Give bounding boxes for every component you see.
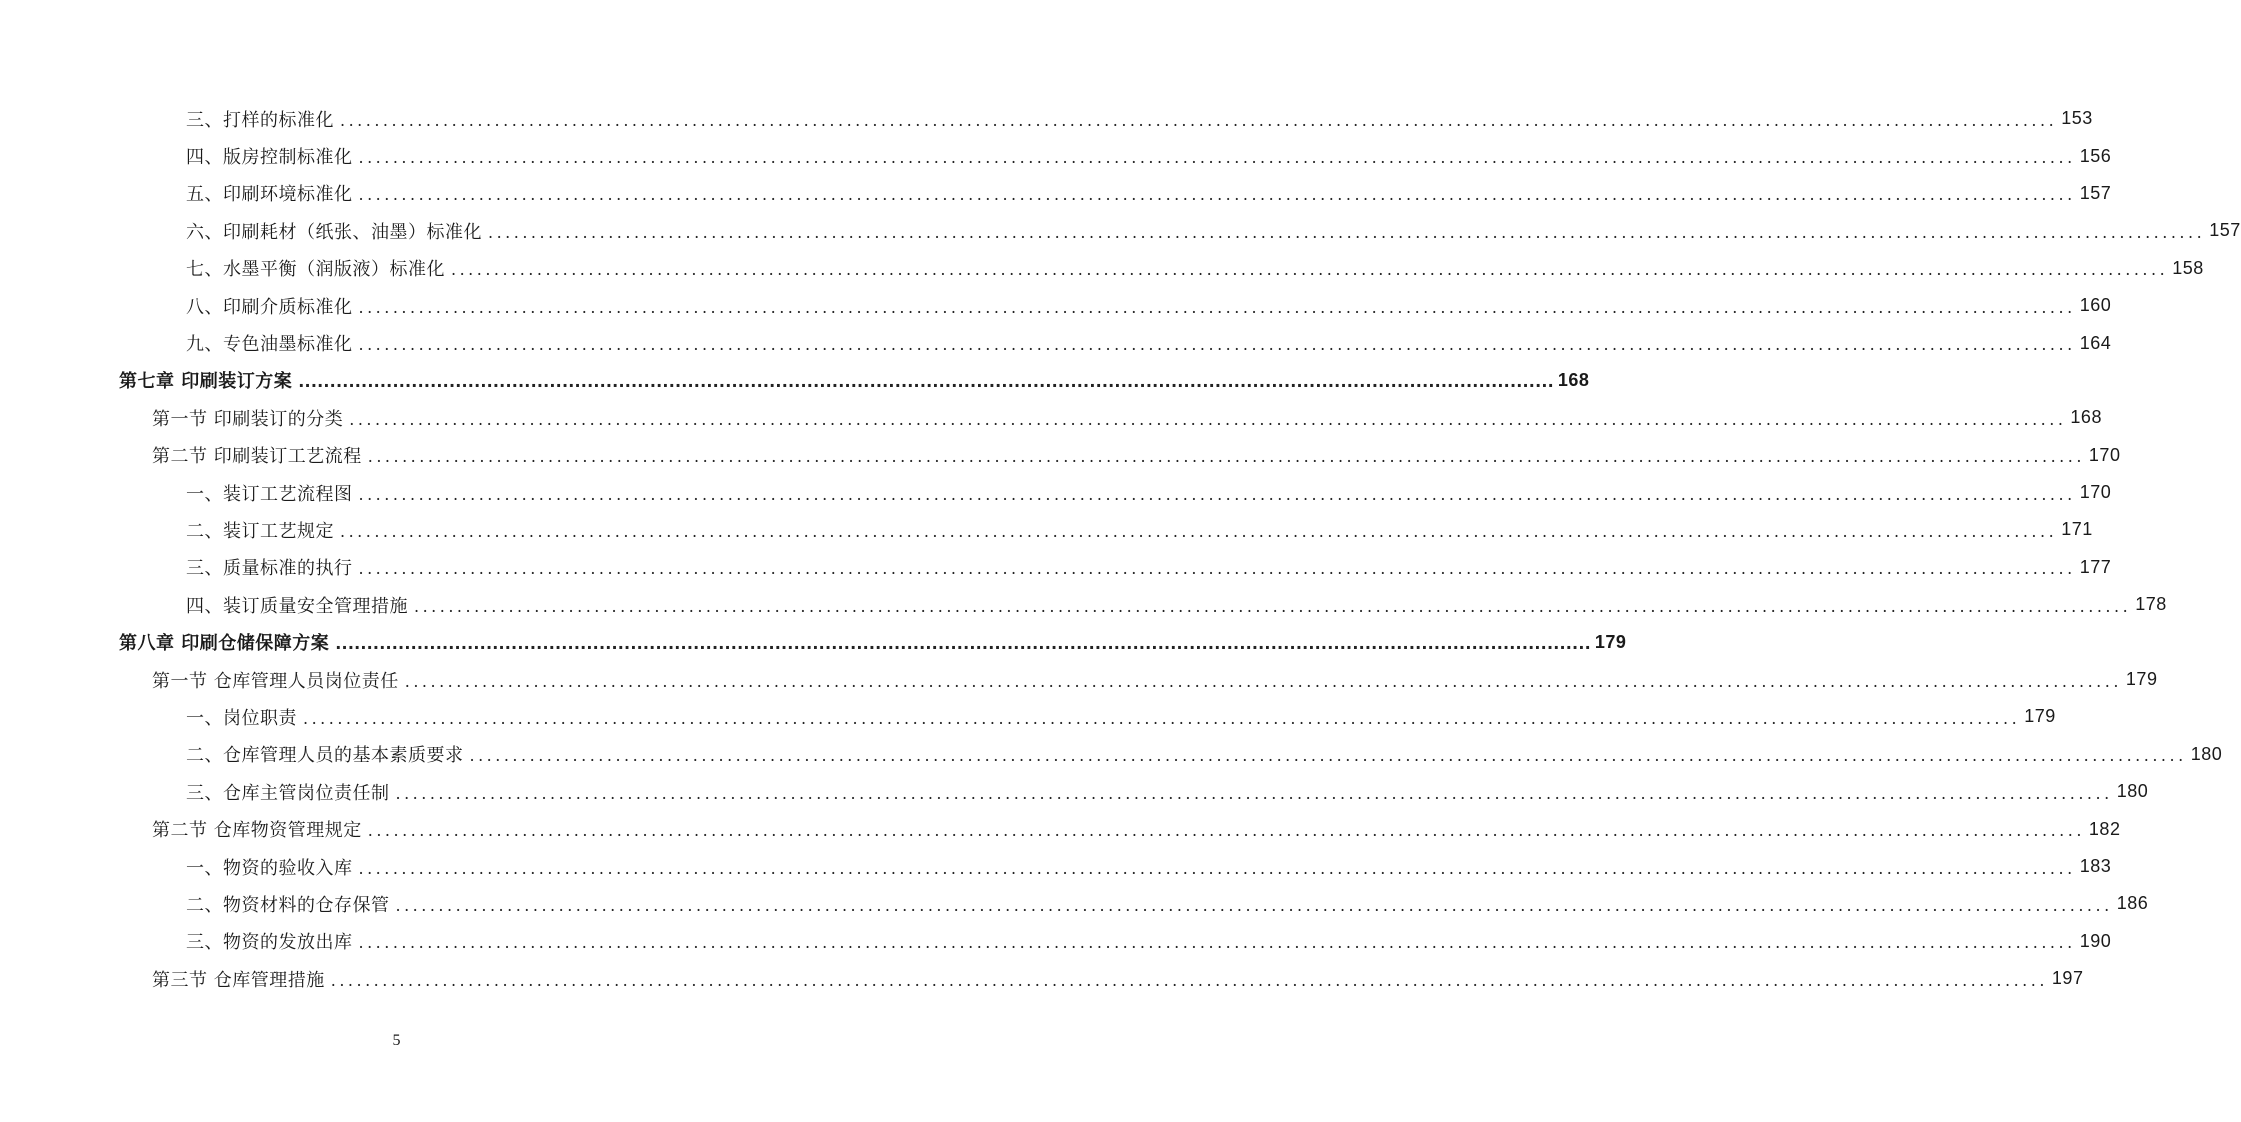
toc-entry-item[interactable]	[186, 848, 2112, 885]
toc-entry-item[interactable]	[186, 773, 2149, 810]
dot-leader: ........................................................................................................................................................................................................	[395, 783, 2113, 803]
toc-entry-section[interactable]	[152, 437, 2121, 474]
toc-entry-item[interactable]	[186, 474, 2112, 511]
toc-entry-label: 二、仓库管理人员的基本素质要求	[186, 745, 464, 767]
toc-entry-chapter[interactable]	[119, 623, 1627, 660]
toc-entry-label: 第三节 仓库管理措施	[152, 969, 325, 991]
toc-entry-page-number: 180	[2190, 743, 2223, 764]
toc-entry-page-number: 177	[2079, 556, 2112, 577]
toc-entry-label: 第八章 印刷仓储保障方案	[119, 633, 330, 655]
toc-entry-label: 一、岗位职责	[186, 707, 297, 729]
toc-entry-item[interactable]	[186, 287, 2112, 324]
toc-entry-page-number: 153	[2061, 108, 2093, 129]
dot-leader: ........................................................................................................................................................................................................	[488, 222, 2206, 242]
toc-entry-page-number: 178	[2135, 594, 2167, 615]
toc-entry-item[interactable]	[186, 250, 2204, 287]
dot-leader: ........................................................................................................................................................................................................	[358, 297, 2076, 317]
toc-entry-section[interactable]	[152, 810, 2121, 847]
dot-leader: ........................................................................................................................................................................................................	[298, 372, 1554, 392]
dot-leader: ........................................................................................................................................................................................................	[335, 634, 1591, 654]
toc-entry-label: 一、物资的验收入库	[186, 857, 353, 879]
toc-entry-label: 第七章 印刷装订方案	[119, 371, 293, 393]
toc-entry-page-number: 182	[2088, 818, 2121, 839]
toc-entry-page-number: 190	[2079, 930, 2112, 951]
toc-entry-item[interactable]	[186, 736, 2223, 773]
toc-entry-label: 四、版房控制标准化	[186, 147, 353, 169]
dot-leader: ........................................................................................................................................................................................................	[358, 559, 2076, 579]
dot-leader: ........................................................................................................................................................................................................	[367, 821, 2085, 841]
toc-entry-label: 三、物资的发放出库	[186, 932, 353, 954]
dot-leader: ........................................................................................................................................................................................................	[395, 895, 2113, 915]
toc-entry-item[interactable]	[186, 212, 2241, 249]
toc-entry-label: 四、装订质量安全管理措施	[186, 595, 408, 617]
toc-entry-section[interactable]	[152, 399, 2102, 436]
toc-entry-page-number: 157	[2209, 220, 2241, 241]
toc-entry-page-number: 186	[2116, 893, 2149, 914]
toc-entry-label: 第一节 仓库管理人员岗位责任	[152, 670, 399, 692]
toc-entry-page-number: 179	[2125, 669, 2158, 690]
dot-leader: ........................................................................................................................................................................................................	[330, 970, 2048, 990]
dot-leader: ........................................................................................................................................................................................................	[358, 484, 2076, 504]
dot-leader: ........................................................................................................................................................................................................	[340, 521, 2058, 541]
dot-leader: ........................................................................................................................................................................................................	[469, 746, 2187, 766]
toc-entry-item[interactable]	[186, 698, 2056, 735]
dot-leader: ........................................................................................................................................................................................................	[358, 185, 2076, 205]
toc-entry-label: 二、装订工艺规定	[186, 520, 334, 542]
toc-entry-item[interactable]	[186, 137, 2112, 174]
dot-leader: ........................................................................................................................................................................................................	[358, 148, 2076, 168]
toc-entry-item[interactable]	[186, 511, 2093, 548]
toc-entry-item[interactable]	[186, 549, 2112, 586]
toc-entry-label: 三、打样的标准化	[186, 109, 334, 131]
toc-entry-page-number: 168	[2070, 407, 2102, 428]
toc-entry-section[interactable]	[152, 661, 2158, 698]
toc-entry-item[interactable]	[186, 324, 2112, 361]
dot-leader: ........................................................................................................................................................................................................	[451, 260, 2169, 280]
toc-entry-page-number: 197	[2051, 968, 2084, 989]
toc-entry-page-number: 170	[2088, 444, 2121, 465]
toc-entry-page-number: 164	[2079, 332, 2112, 353]
toc-entry-page-number: 168	[1557, 369, 1590, 390]
toc-entry-page-number: 183	[2079, 856, 2112, 876]
toc-entry-label: 第二节 仓库物资管理规定	[152, 820, 362, 842]
toc-entry-page-number: 171	[2061, 519, 2093, 540]
toc-entry-label: 五、印刷环境标准化	[186, 184, 353, 206]
toc-entry-label: 七、水墨平衡（润版液）标准化	[186, 259, 445, 281]
toc-entry-page-number: 179	[2024, 706, 2056, 727]
toc-entry-label: 一、装订工艺流程图	[186, 483, 353, 505]
toc-entry-page-number: 170	[2079, 482, 2112, 503]
toc-entry-item[interactable]	[186, 586, 2167, 623]
dot-leader: ........................................................................................................................................................................................................	[404, 671, 2122, 691]
dot-leader: ........................................................................................................................................................................................................	[414, 596, 2132, 616]
toc-entry-label: 三、质量标准的执行	[186, 558, 353, 580]
toc-entry-section[interactable]	[152, 960, 2084, 997]
toc-entry-label: 九、专色油墨标准化	[186, 334, 353, 356]
dot-leader: ........................................................................................................................................................................................................	[358, 335, 2076, 355]
toc-entry-label: 三、仓库主管岗位责任制	[186, 782, 390, 804]
toc-entry-chapter[interactable]	[119, 362, 1590, 399]
toc-entry-item[interactable]	[186, 885, 2149, 922]
dot-leader: ........................................................................................................................................................................................................	[367, 447, 2085, 467]
toc-entry-page-number: 158	[2172, 257, 2204, 278]
dot-leader: ........................................................................................................................................................................................................	[358, 858, 2076, 878]
toc-entry-label: 八、印刷介质标准化	[186, 296, 353, 318]
dot-leader: ........................................................................................................................................................................................................	[358, 933, 2076, 953]
dot-leader: ........................................................................................................................................................................................................	[349, 409, 2067, 429]
toc-entry-label: 第一节 印刷装订的分类	[152, 408, 344, 430]
table-of-contents	[0, 100, 2241, 997]
toc-entry-label: 二、物资材料的仓存保管	[186, 894, 390, 916]
toc-entry-page-number: 156	[2079, 145, 2112, 166]
dot-leader: ........................................................................................................................................................................................................	[303, 708, 2021, 728]
toc-entry-page-number: 160	[2079, 295, 2112, 316]
toc-entry-page-number: 179	[1594, 631, 1627, 652]
toc-entry-page-number: 157	[2079, 182, 2112, 203]
page-number: 5	[392, 1032, 401, 1049]
toc-entry-label: 第二节 印刷装订工艺流程	[152, 446, 362, 468]
toc-entry-page-number: 180	[2116, 781, 2149, 802]
toc-entry-item[interactable]	[186, 100, 2093, 137]
toc-entry-label: 六、印刷耗材（纸张、油墨）标准化	[186, 221, 482, 243]
dot-leader: ........................................................................................................................................................................................................	[340, 110, 2058, 130]
toc-entry-item[interactable]	[186, 175, 2112, 212]
toc-entry-item[interactable]	[186, 923, 2112, 960]
